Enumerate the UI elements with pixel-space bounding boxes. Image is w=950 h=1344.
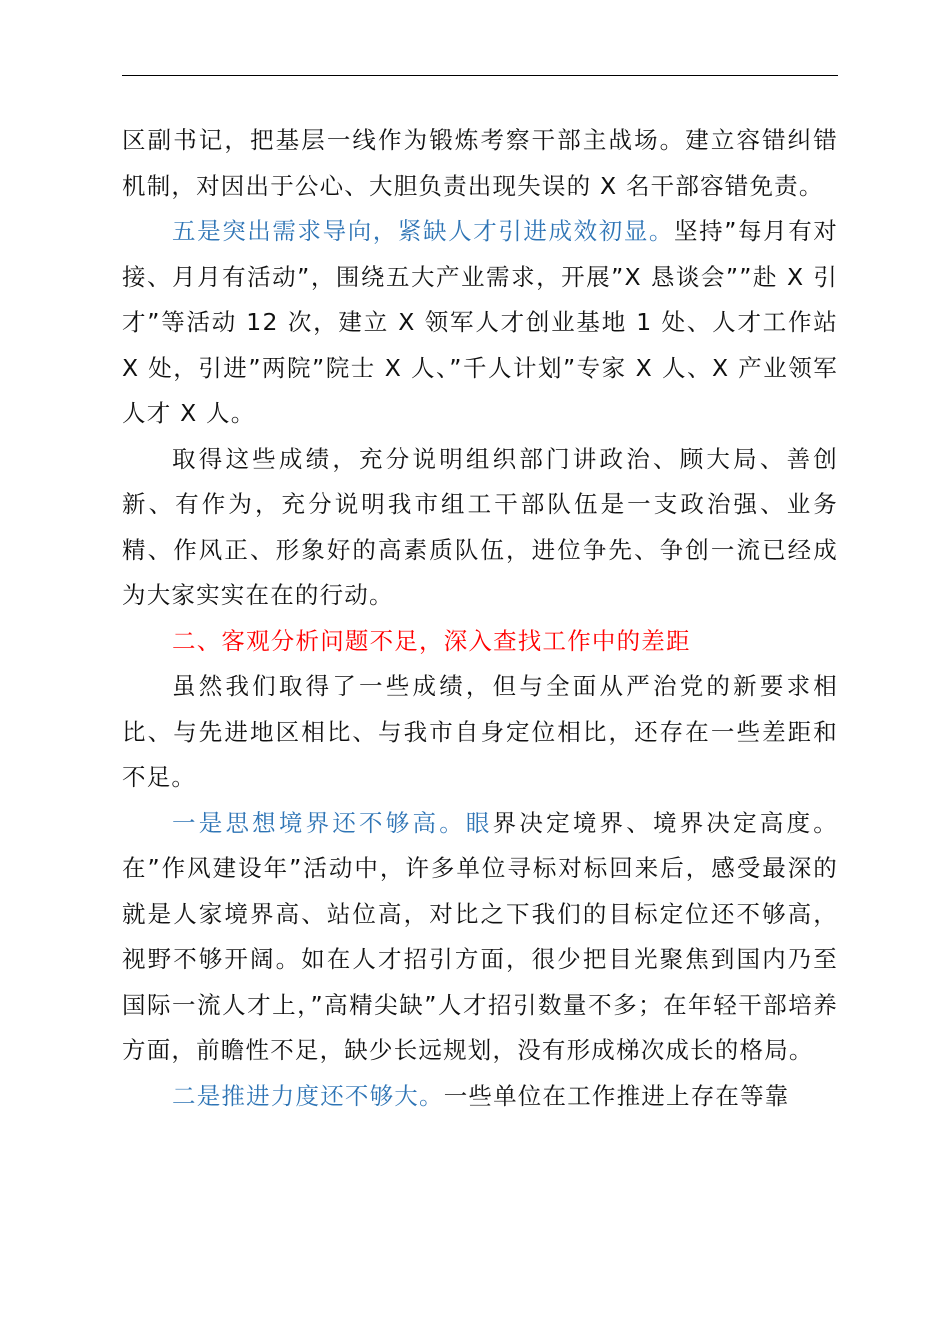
point-five-heading: 五是突出需求导向，紧缺人才引进成效初显。 [172, 217, 675, 245]
point-two-body: 一些单位在工作推进上存在等靠 [443, 1081, 790, 1110]
paragraph-continuation: 区副书记，把基层一线作为锻炼考察干部主战场。建立容错纠错机制，对因出于公心、大胆负责出现失误的 X 名干部容错免责。 [122, 126, 838, 200]
point-one-body: 界决定境界、境界决定高度。在”作风建设年”活动中，许多单位寻标对标回来后，感受最深的就是人家境界高、站位高，对比之下我们的目标定位还不够高，视野不够开阔。如在人才招引方面，很少把目光聚焦到国内乃至国际一流人才上，”高精尖缺”人才招引数量不多；在年轻干部培养方面，前瞻性不足，缺少长远规划，没有形成梯次成长的格局。 [122, 808, 838, 1064]
paragraph-point-five [122, 209, 838, 437]
point-two-heading: 二是推进力度还不够大。 [172, 1081, 444, 1110]
paragraph-achievements-summary: 取得这些成绩，充分说明组织部门讲政治、顾大局、善创新、有作为，充分说明我市组工干部队伍是一支政治强、业务精、作风正、形象好的高素质队伍，进位争先、争创一流已经成为大家实实在在的行动。 [122, 444, 838, 609]
paragraph-point-one [122, 801, 838, 1074]
point-one-heading: 一是思想境界还不够高。眼 [172, 808, 493, 837]
document-body [122, 118, 838, 1119]
paragraph-point-two [122, 1074, 838, 1120]
paragraph-gap-intro: 虽然我们取得了一些成绩，但与全面从严治党的新要求相比、与先进地区相比、与我市自身定位相比，还存在一些差距和不足。 [122, 672, 838, 791]
section-two-title: 二、客观分析问题不足，深入查找工作中的差距 [172, 626, 691, 655]
point-five-body: 坚持”每月有对接、月月有活动”，围绕五大产业需求，开展”X 恳谈会””赴 X 引才”等活动 12 次，建立 X 领军人才创业基地 1 处、人才工作站 X 处，引进”两院”院士 X 人、”千人计划”专家 X 人、X 产业领军人才 X 人。 [122, 217, 839, 427]
header-rule [122, 75, 838, 76]
